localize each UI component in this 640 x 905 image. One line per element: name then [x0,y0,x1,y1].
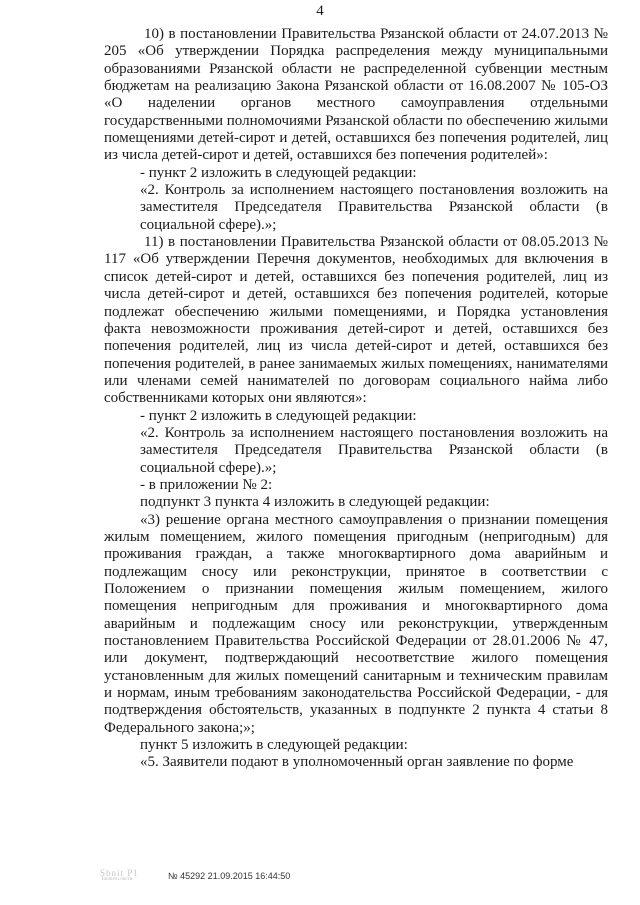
document-body [104,26,608,772]
paragraph-item-10: 10) в постановлении Правительства Рязанской области от 24.07.2013 № 205 «Об утверждении Порядка распределения между муниципальными образованиями Рязанской области не распределенной субвенции местным бюджетам на реализацию Закона Рязанской области от 16.08.2007 № 105-ОЗ «О наделении органов местного самоуправления отдельными государственными полномочиями Рязанской области по обеспечению жилыми помещениями детей-сирот и детей, оставшихся без попечения родителей, лиц из числа детей-сирот и детей, оставшихся без попечения родителей»: [104,26,608,164]
page-number: 4 [316,3,324,19]
paragraph-item-11: 11) в постановлении Правительства Рязанской области от 08.05.2013 № 117 «Об утверждении Перечня документов, необходимых для включения в список детей-сирот и детей, оставшихся без попечения родителей, лиц из числа детей-сирот и детей, оставшихся без попечения родителей, которые подлежат обеспечению жилыми помещениями, и Порядка установления факта невозможности проживания детей-сирот и детей, оставшихся без попечения родителей, лиц из числа детей-сирот и детей, оставшихся без попечения родителей, в ранее занимаемых жилых помещениях, нанимателями или членами семей нанимателей по договорам социального найма либо собственниками которых они являются»: [104,234,608,407]
stamp-line-1: Sbnit P1 [100,868,139,878]
paragraph-appendix-ref: - в приложении № 2: [140,476,273,493]
paragraph-subitem-3-quote: «3) решение органа местного самоуправления о признании помещения жилым помещением, жилого помещения пригодным (непригодным) для проживания граждан, а также многоквартирного дома аварийным и подлежащим сносу или реконструкции, принятое в соответствии с Положением о признании помещения жилым помещением, жилого помещения непригодным для проживания и многоквартирного дома аварийным и подлежащим сносу или реконструкции, утвержденным постановлением Правительства Российской Федерации от 28.01.2006 № 47, или документ, подтверждающий несоответствие жилого помещения установленным для жилых помещений санитарным и техническим правилам и нормам, иным требованиям законодательства Российской Федерации, - для подтверждения обстоятельств, указанных в подпункте 2 пункта 4 статьи 8 Федерального закона;»; [104,511,608,736]
watermark-stamp [100,868,160,884]
paragraph-item-5-quote: «5. Заявители подают в уполномоченный орган заявление по форме [140,754,574,771]
stamp-line-2: Бюпитн.листи [102,877,133,882]
paragraph-item-11-quote: «2. Контроль за исполнением настоящего постановления возложить на заместителя Председателя Правительства Рязанской области (в социальной сфере).»; [140,424,608,476]
paragraph-item-11-instruction: - пункт 2 изложить в следующей редакции: [140,407,417,424]
paragraph-item-10-quote: «2. Контроль за исполнением настоящего постановления возложить на заместителя Председателя Правительства Рязанской области (в социальной сфере).»; [140,182,608,233]
paragraph-item-5-instruction: пункт 5 изложить в следующей редакции: [140,737,408,754]
paragraph-subitem-instruction: подпункт 3 пункта 4 изложить в следующей редакции: [140,494,490,511]
paragraph-item-10-instruction: - пункт 2 изложить в следующей редакции: [140,164,417,181]
registration-stamp: № 45292 21.09.2015 16:44:50 [168,871,291,881]
